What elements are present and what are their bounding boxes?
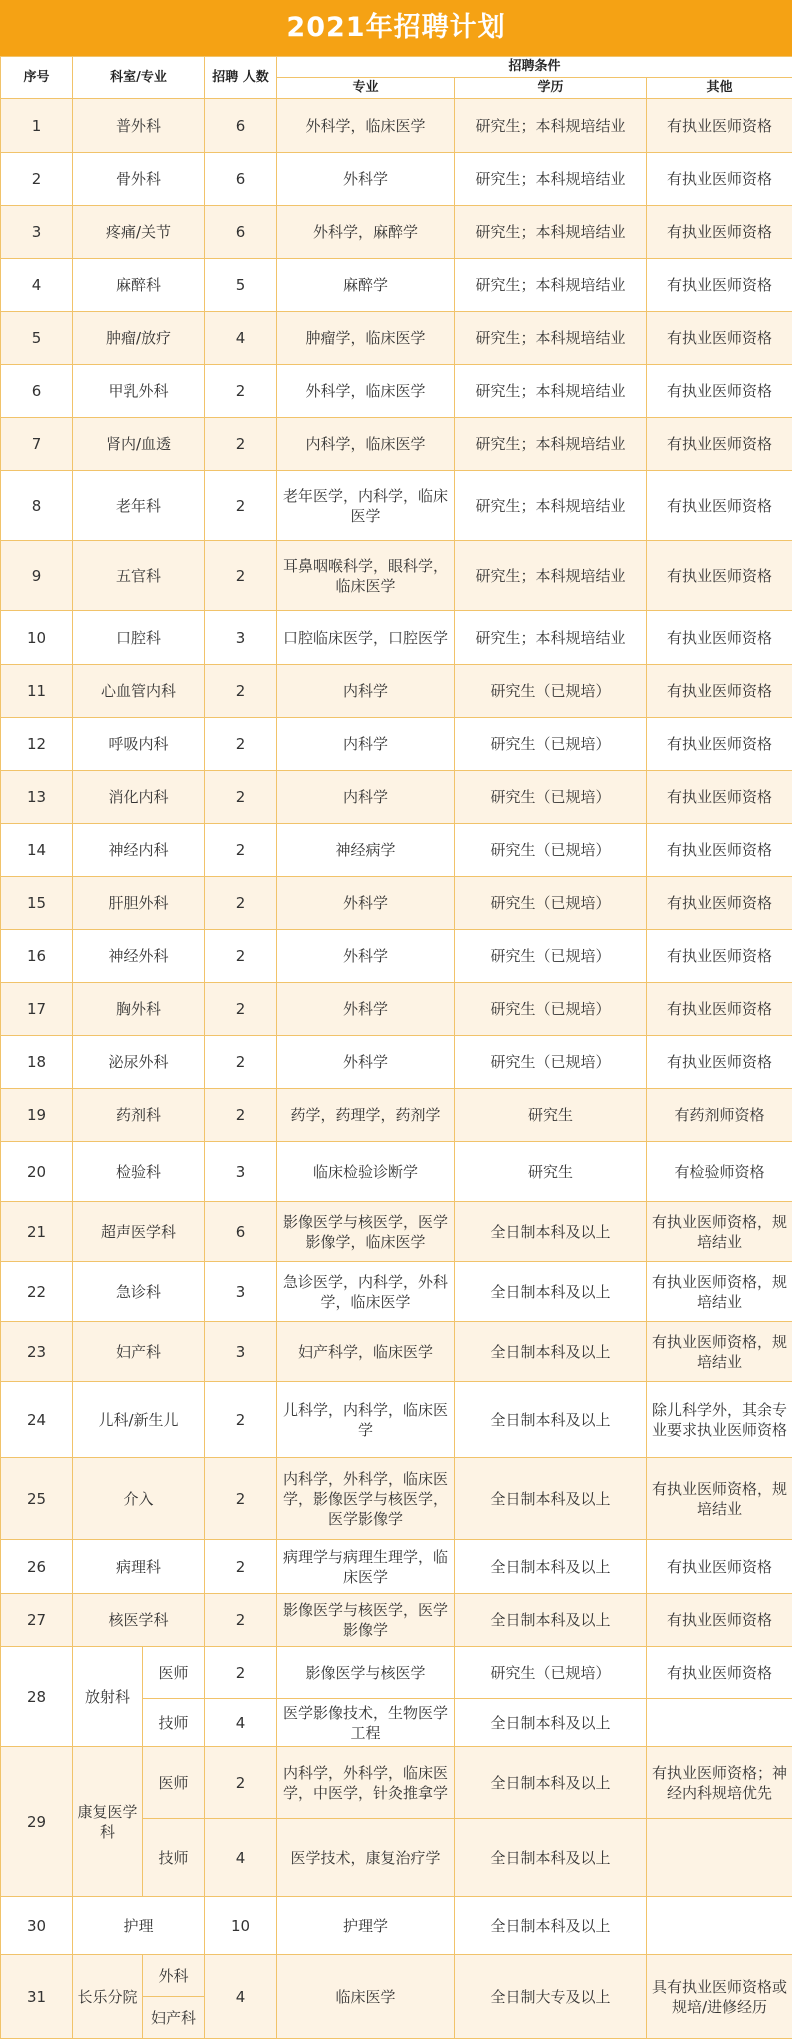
cell-seq: 27 xyxy=(1,1594,73,1647)
table-row xyxy=(1,1202,792,1262)
cell-edu: 研究生；本科规培结业 xyxy=(455,541,647,611)
cell-seq: 16 xyxy=(1,930,73,983)
cell-other xyxy=(647,1897,792,1955)
cell-major: 外科学，临床医学 xyxy=(277,99,455,153)
cell-count: 2 xyxy=(205,418,277,471)
table-row xyxy=(1,1262,792,1322)
cell-other: 有执业医师资格 xyxy=(647,1036,792,1089)
cell-major: 外科学 xyxy=(277,983,455,1036)
cell-edu: 全日制本科及以上 xyxy=(455,1202,647,1262)
cell-seq: 3 xyxy=(1,206,73,259)
cell-edu: 全日制本科及以上 xyxy=(455,1322,647,1382)
cell-other: 有检验师资格 xyxy=(647,1142,792,1202)
table-row xyxy=(1,1322,792,1382)
cell-major: 老年医学，内科学，临床医学 xyxy=(277,471,455,541)
cell-seq: 6 xyxy=(1,365,73,418)
cell-other: 有执业医师资格，规培结业 xyxy=(647,1262,792,1322)
cell-other: 有执业医师资格 xyxy=(647,877,792,930)
cell-seq: 19 xyxy=(1,1089,73,1142)
header-major: 专业 xyxy=(277,78,455,99)
cell-major: 内科学，外科学，临床医学，影像医学与核医学，医学影像学 xyxy=(277,1458,455,1540)
cell-seq: 8 xyxy=(1,471,73,541)
cell-count: 3 xyxy=(205,1322,277,1382)
header-other: 其他 xyxy=(647,78,792,99)
cell-other: 有执业医师资格 xyxy=(647,312,792,365)
cell-count: 2 xyxy=(205,1458,277,1540)
cell-count: 2 xyxy=(205,665,277,718)
cell-major: 医学技术，康复治疗学 xyxy=(277,1819,455,1897)
cell-edu: 研究生 xyxy=(455,1089,647,1142)
cell-seq: 22 xyxy=(1,1262,73,1322)
cell-count: 2 xyxy=(205,718,277,771)
table-row-29a xyxy=(1,1747,792,1819)
cell-major: 内科学 xyxy=(277,665,455,718)
cell-seq: 10 xyxy=(1,611,73,665)
cell-major: 内科学 xyxy=(277,718,455,771)
cell-edu: 研究生；本科规培结业 xyxy=(455,153,647,206)
table-row xyxy=(1,259,792,312)
cell-seq: 2 xyxy=(1,153,73,206)
cell-subdept: 医师 xyxy=(143,1647,205,1699)
cell-count: 2 xyxy=(205,1036,277,1089)
cell-count: 2 xyxy=(205,1382,277,1458)
cell-dept: 消化内科 xyxy=(73,771,205,824)
cell-seq: 26 xyxy=(1,1540,73,1594)
cell-edu: 研究生（已规培） xyxy=(455,718,647,771)
cell-major: 临床医学 xyxy=(277,1955,455,2039)
cell-other xyxy=(647,1819,792,1897)
cell-edu: 全日制本科及以上 xyxy=(455,1747,647,1819)
cell-other: 有执业医师资格 xyxy=(647,206,792,259)
cell-edu: 全日制本科及以上 xyxy=(455,1897,647,1955)
header-edu: 学历 xyxy=(455,78,647,99)
cell-seq: 7 xyxy=(1,418,73,471)
table-row xyxy=(1,1036,792,1089)
cell-count: 3 xyxy=(205,1142,277,1202)
cell-major: 影像医学与核医学，医学影像学，临床医学 xyxy=(277,1202,455,1262)
cell-other: 有执业医师资格 xyxy=(647,930,792,983)
cell-dept: 骨外科 xyxy=(73,153,205,206)
cell-other: 有执业医师资格 xyxy=(647,665,792,718)
cell-dept: 麻醉科 xyxy=(73,259,205,312)
cell-count: 4 xyxy=(205,312,277,365)
cell-other: 有执业医师资格 xyxy=(647,1540,792,1594)
cell-seq: 11 xyxy=(1,665,73,718)
cell-other: 有执业医师资格；神经内科规培优先 xyxy=(647,1747,792,1819)
cell-edu: 研究生（已规培） xyxy=(455,983,647,1036)
cell-other: 有执业医师资格 xyxy=(647,99,792,153)
cell-dept: 儿科/新生儿 xyxy=(73,1382,205,1458)
cell-other xyxy=(647,1699,792,1747)
cell-major: 急诊医学，内科学，外科学，临床医学 xyxy=(277,1262,455,1322)
cell-other: 有执业医师资格 xyxy=(647,365,792,418)
cell-seq: 18 xyxy=(1,1036,73,1089)
cell-count: 4 xyxy=(205,1819,277,1897)
cell-subdept: 妇产科 xyxy=(143,1997,205,2039)
cell-count: 2 xyxy=(205,1089,277,1142)
cell-other: 除儿科学外，其余专业要求执业医师资格 xyxy=(647,1382,792,1458)
table-row xyxy=(1,1458,792,1540)
cell-subdept: 外科 xyxy=(143,1955,205,1997)
cell-seq: 23 xyxy=(1,1322,73,1382)
cell-edu: 全日制本科及以上 xyxy=(455,1819,647,1897)
cell-major: 内科学，外科学，临床医学，中医学，针灸推拿学 xyxy=(277,1747,455,1819)
cell-major: 内科学，临床医学 xyxy=(277,418,455,471)
cell-edu: 研究生（已规培） xyxy=(455,1036,647,1089)
table-row-28a xyxy=(1,1647,792,1699)
cell-dept: 口腔科 xyxy=(73,611,205,665)
cell-edu: 研究生（已规培） xyxy=(455,1647,647,1699)
cell-major: 耳鼻咽喉科学，眼科学，临床医学 xyxy=(277,541,455,611)
table-row xyxy=(1,541,792,611)
cell-edu: 研究生 xyxy=(455,1142,647,1202)
cell-dept: 心血管内科 xyxy=(73,665,205,718)
cell-edu: 研究生；本科规培结业 xyxy=(455,418,647,471)
cell-dept: 检验科 xyxy=(73,1142,205,1202)
cell-major: 麻醉学 xyxy=(277,259,455,312)
cell-edu: 全日制本科及以上 xyxy=(455,1458,647,1540)
cell-count: 2 xyxy=(205,930,277,983)
cell-count: 6 xyxy=(205,153,277,206)
cell-count: 2 xyxy=(205,1647,277,1699)
cell-dept: 泌尿外科 xyxy=(73,1036,205,1089)
table-row-30 xyxy=(1,1897,792,1955)
table-row xyxy=(1,983,792,1036)
cell-edu: 研究生；本科规培结业 xyxy=(455,312,647,365)
table-row xyxy=(1,611,792,665)
cell-count: 6 xyxy=(205,1202,277,1262)
cell-other: 有执业医师资格 xyxy=(647,771,792,824)
cell-dept: 肾内/血透 xyxy=(73,418,205,471)
cell-dept: 病理科 xyxy=(73,1540,205,1594)
cell-count: 2 xyxy=(205,1594,277,1647)
cell-count: 2 xyxy=(205,1747,277,1819)
cell-seq: 12 xyxy=(1,718,73,771)
cell-count: 3 xyxy=(205,611,277,665)
cell-seq: 5 xyxy=(1,312,73,365)
header-conditions: 招聘条件 xyxy=(277,57,792,78)
table-row xyxy=(1,1594,792,1647)
cell-other: 有执业医师资格 xyxy=(647,471,792,541)
cell-dept: 五官科 xyxy=(73,541,205,611)
cell-subdept: 技师 xyxy=(143,1819,205,1897)
table-row xyxy=(1,418,792,471)
table-body xyxy=(1,99,792,2039)
cell-count: 4 xyxy=(205,1955,277,2039)
cell-other: 有执业医师资格 xyxy=(647,541,792,611)
table-row xyxy=(1,471,792,541)
cell-major: 影像医学与核医学 xyxy=(277,1647,455,1699)
cell-dept: 康复医学科 xyxy=(73,1747,143,1897)
table-row xyxy=(1,771,792,824)
cell-seq: 15 xyxy=(1,877,73,930)
cell-count: 10 xyxy=(205,1897,277,1955)
cell-other: 有执业医师资格 xyxy=(647,983,792,1036)
cell-seq: 28 xyxy=(1,1647,73,1747)
cell-dept: 长乐分院 xyxy=(73,1955,143,2039)
cell-count: 2 xyxy=(205,541,277,611)
cell-dept: 肝胆外科 xyxy=(73,877,205,930)
cell-count: 2 xyxy=(205,771,277,824)
cell-other: 有执业医师资格 xyxy=(647,1594,792,1647)
table-row xyxy=(1,877,792,930)
cell-other: 有执业医师资格 xyxy=(647,824,792,877)
table-row-31a xyxy=(1,1955,792,1997)
cell-dept: 妇产科 xyxy=(73,1322,205,1382)
cell-dept: 胸外科 xyxy=(73,983,205,1036)
cell-major: 外科学 xyxy=(277,930,455,983)
cell-count: 2 xyxy=(205,983,277,1036)
cell-edu: 研究生（已规培） xyxy=(455,771,647,824)
cell-seq: 13 xyxy=(1,771,73,824)
cell-edu: 全日制大专及以上 xyxy=(455,1955,647,2039)
cell-dept: 放射科 xyxy=(73,1647,143,1747)
cell-dept: 介入 xyxy=(73,1458,205,1540)
cell-other: 有执业医师资格，规培结业 xyxy=(647,1322,792,1382)
table-row xyxy=(1,718,792,771)
cell-dept: 护理 xyxy=(73,1897,205,1955)
cell-edu: 研究生；本科规培结业 xyxy=(455,365,647,418)
cell-count: 2 xyxy=(205,365,277,418)
table-row xyxy=(1,153,792,206)
cell-seq: 1 xyxy=(1,99,73,153)
cell-seq: 20 xyxy=(1,1142,73,1202)
cell-seq: 17 xyxy=(1,983,73,1036)
cell-other: 有执业医师资格 xyxy=(647,153,792,206)
header-count: 招聘 人数 xyxy=(205,57,277,99)
table-row xyxy=(1,824,792,877)
cell-count: 5 xyxy=(205,259,277,312)
cell-major: 外科学 xyxy=(277,153,455,206)
cell-dept: 神经外科 xyxy=(73,930,205,983)
cell-edu: 研究生；本科规培结业 xyxy=(455,471,647,541)
recruitment-table xyxy=(0,56,792,2039)
cell-other: 有执业医师资格 xyxy=(647,418,792,471)
cell-major: 神经病学 xyxy=(277,824,455,877)
cell-count: 6 xyxy=(205,99,277,153)
cell-major: 外科学 xyxy=(277,877,455,930)
header-dept: 科室/专业 xyxy=(73,57,205,99)
cell-dept: 疼痛/关节 xyxy=(73,206,205,259)
cell-seq: 14 xyxy=(1,824,73,877)
cell-major: 外科学，临床医学 xyxy=(277,365,455,418)
cell-edu: 研究生；本科规培结业 xyxy=(455,206,647,259)
cell-edu: 研究生；本科规培结业 xyxy=(455,99,647,153)
cell-major: 肿瘤学，临床医学 xyxy=(277,312,455,365)
table-row xyxy=(1,99,792,153)
cell-other: 有执业医师资格，规培结业 xyxy=(647,1458,792,1540)
cell-dept: 急诊科 xyxy=(73,1262,205,1322)
cell-seq: 4 xyxy=(1,259,73,312)
cell-subdept: 技师 xyxy=(143,1699,205,1747)
cell-major: 药学，药理学，药剂学 xyxy=(277,1089,455,1142)
cell-count: 6 xyxy=(205,206,277,259)
cell-major: 儿科学，内科学，临床医学 xyxy=(277,1382,455,1458)
cell-major: 妇产科学，临床医学 xyxy=(277,1322,455,1382)
table-row xyxy=(1,1142,792,1202)
cell-major: 临床检验诊断学 xyxy=(277,1142,455,1202)
cell-major: 外科学，麻醉学 xyxy=(277,206,455,259)
cell-seq: 30 xyxy=(1,1897,73,1955)
cell-subdept: 医师 xyxy=(143,1747,205,1819)
cell-dept: 呼吸内科 xyxy=(73,718,205,771)
table-row xyxy=(1,665,792,718)
cell-major: 医学影像技术，生物医学工程 xyxy=(277,1699,455,1747)
cell-count: 2 xyxy=(205,1540,277,1594)
cell-dept: 甲乳外科 xyxy=(73,365,205,418)
cell-edu: 全日制本科及以上 xyxy=(455,1540,647,1594)
cell-dept: 超声医学科 xyxy=(73,1202,205,1262)
cell-edu: 研究生（已规培） xyxy=(455,824,647,877)
cell-other: 具有执业医师资格或规培/进修经历 xyxy=(647,1955,792,2039)
header-seq: 序号 xyxy=(1,57,73,99)
cell-major: 口腔临床医学，口腔医学 xyxy=(277,611,455,665)
table-row xyxy=(1,1382,792,1458)
cell-major: 护理学 xyxy=(277,1897,455,1955)
cell-count: 2 xyxy=(205,877,277,930)
cell-other: 有执业医师资格，规培结业 xyxy=(647,1202,792,1262)
cell-dept: 神经内科 xyxy=(73,824,205,877)
cell-seq: 31 xyxy=(1,1955,73,2039)
cell-major: 内科学 xyxy=(277,771,455,824)
cell-edu: 全日制本科及以上 xyxy=(455,1699,647,1747)
cell-major: 影像医学与核医学，医学影像学 xyxy=(277,1594,455,1647)
cell-dept: 药剂科 xyxy=(73,1089,205,1142)
cell-seq: 21 xyxy=(1,1202,73,1262)
cell-edu: 研究生（已规培） xyxy=(455,665,647,718)
cell-count: 3 xyxy=(205,1262,277,1322)
cell-count: 2 xyxy=(205,471,277,541)
cell-edu: 研究生；本科规培结业 xyxy=(455,611,647,665)
cell-seq: 29 xyxy=(1,1747,73,1897)
cell-count: 2 xyxy=(205,824,277,877)
cell-dept: 普外科 xyxy=(73,99,205,153)
cell-other: 有执业医师资格 xyxy=(647,718,792,771)
cell-edu: 研究生（已规培） xyxy=(455,877,647,930)
page-title: 2021年招聘计划 xyxy=(0,0,792,56)
cell-other: 有执业医师资格 xyxy=(647,1647,792,1699)
cell-dept: 核医学科 xyxy=(73,1594,205,1647)
cell-major: 外科学 xyxy=(277,1036,455,1089)
cell-seq: 9 xyxy=(1,541,73,611)
cell-edu: 研究生（已规培） xyxy=(455,930,647,983)
cell-major: 病理学与病理生理学，临床医学 xyxy=(277,1540,455,1594)
table-row xyxy=(1,206,792,259)
cell-other: 有执业医师资格 xyxy=(647,259,792,312)
cell-other: 有药剂师资格 xyxy=(647,1089,792,1142)
table-row xyxy=(1,312,792,365)
cell-seq: 24 xyxy=(1,1382,73,1458)
cell-seq: 25 xyxy=(1,1458,73,1540)
table-row xyxy=(1,930,792,983)
cell-dept: 老年科 xyxy=(73,471,205,541)
cell-edu: 全日制本科及以上 xyxy=(455,1594,647,1647)
cell-dept: 肿瘤/放疗 xyxy=(73,312,205,365)
table-row xyxy=(1,1540,792,1594)
table-row xyxy=(1,1089,792,1142)
cell-count: 4 xyxy=(205,1699,277,1747)
table-row xyxy=(1,365,792,418)
cell-edu: 全日制本科及以上 xyxy=(455,1382,647,1458)
cell-other: 有执业医师资格 xyxy=(647,611,792,665)
cell-edu: 全日制本科及以上 xyxy=(455,1262,647,1322)
cell-edu: 研究生；本科规培结业 xyxy=(455,259,647,312)
